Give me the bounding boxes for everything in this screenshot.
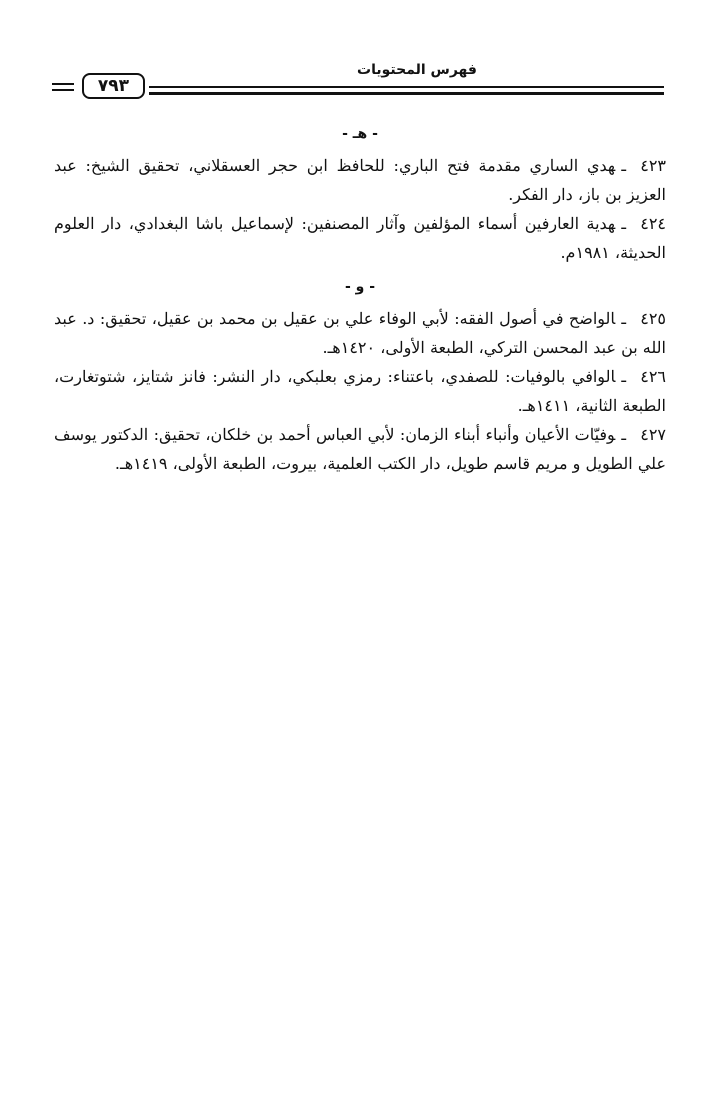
toc-content xyxy=(54,118,666,478)
entry-number: ٤٢٥ xyxy=(640,309,666,328)
entry-number: ٤٢٣ xyxy=(640,156,666,175)
entry-text: هدية العارفين أسماء المؤلفين وآثار المصنفين: لإسماعيل باشا البغدادي، دار العلوم الحديثة، ١٩٨١م. xyxy=(54,214,666,262)
entry-number: ٤٢٧ xyxy=(640,425,666,444)
entry-number: ٤٢٤ xyxy=(640,214,666,233)
page-header xyxy=(52,58,664,102)
header-rule-left-bottom xyxy=(52,89,74,91)
toc-entry: ٤٢٧ـوفيّات الأعيان وأنباء أبناء الزمان: لأبي العباس أحمد بن خلكان، تحقيق: الدكتور يوسف علي الطويل و مريم قاسم طويل، دار الكتب العلمية، بيروت، الطبعة الأولى، ١٤١٩هـ. xyxy=(54,420,666,478)
toc-entry: ٤٢٦ـالوافي بالوفيات: للصفدي، باعتناء: رمزي بعلبكي، دار النشر: فانز شتايز، شتوتغارت، الطبعة الثانية، ١٤١١هـ. xyxy=(54,362,666,420)
header-rule-right-bottom xyxy=(149,92,664,95)
entry-text: وفيّات الأعيان وأنباء أبناء الزمان: لأبي العباس أحمد بن خلكان، تحقيق: الدكتور يوسف علي الطويل و مريم قاسم طويل، دار الكتب العلمية، بيروت، الطبعة الأولى، ١٤١٩هـ. xyxy=(54,425,666,473)
toc-entry: ٤٢٥ـالواضح في أصول الفقه: لأبي الوفاء علي بن عقيل بن محمد بن عقيل، تحقيق: د. عبد الله بن عبد المحسن التركي، الطبعة الأولى، ١٤٢٠هـ. xyxy=(54,304,666,362)
section-waw xyxy=(54,273,666,478)
section-heading: - و - xyxy=(344,279,376,295)
entry-text: الوافي بالوفيات: للصفدي، باعتناء: رمزي بعلبكي، دار النشر: فانز شتايز، شتوتغارت، الطبعة الثانية، ١٤١١هـ. xyxy=(54,367,666,415)
entry-text: الواضح في أصول الفقه: لأبي الوفاء علي بن عقيل بن محمد بن عقيل، تحقيق: د. عبد الله بن عبد المحسن التركي، الطبعة الأولى، ١٤٢٠هـ. xyxy=(54,309,666,357)
section-ha xyxy=(54,120,666,267)
entry-number: ٤٢٦ xyxy=(640,367,667,386)
section-heading: - هـ - xyxy=(342,126,378,142)
header-rule-left-top xyxy=(52,83,74,85)
toc-entry: ٤٢٤ـهدية العارفين أسماء المؤلفين وآثار المصنفين: لإسماعيل باشا البغدادي، دار العلوم الحديثة، ١٩٨١م. xyxy=(54,209,666,267)
header-title: فهرس المحتويات xyxy=(357,62,477,78)
header-rule-right-top xyxy=(149,86,664,88)
page-number: ٧٩٣ xyxy=(82,73,145,99)
toc-entry: ٤٢٣ـهدي الساري مقدمة فتح الباري: للحافظ ابن حجر العسقلاني، تحقيق الشيخ: عبد العزيز بن باز، دار الفكر. xyxy=(54,151,666,209)
entry-text: هدي الساري مقدمة فتح الباري: للحافظ ابن حجر العسقلاني، تحقيق الشيخ: عبد العزيز بن باز، دار الفكر. xyxy=(54,156,666,204)
